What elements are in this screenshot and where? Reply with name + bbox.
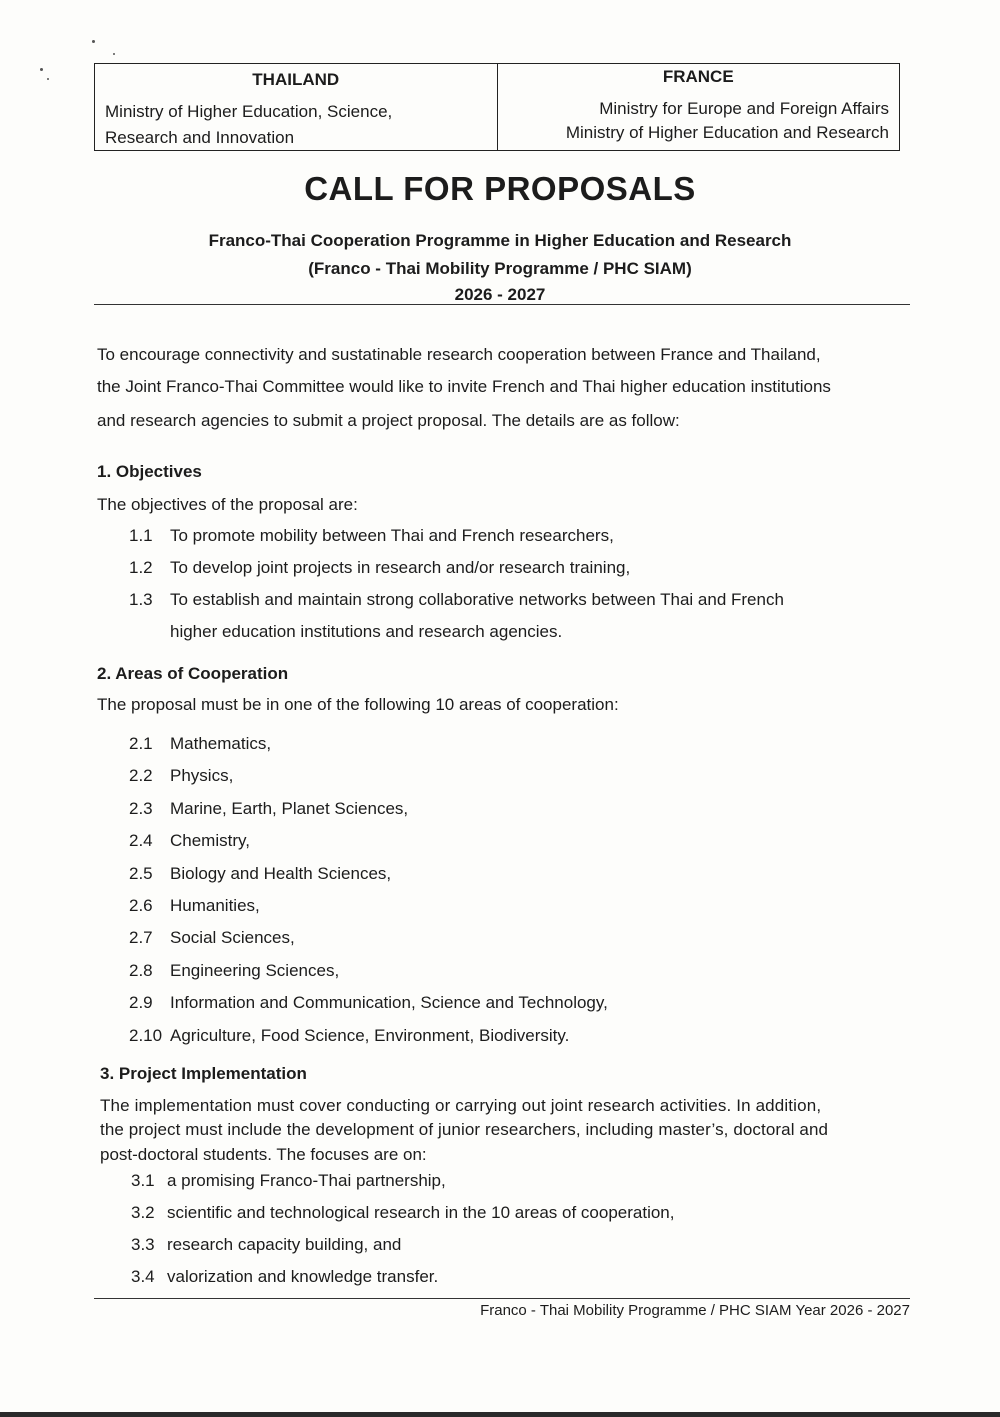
list-item-number: 2.3: [129, 799, 153, 818]
list-item-number: 2.2: [129, 766, 153, 785]
list-item-number: 2.7: [129, 928, 153, 947]
list-item: [129, 928, 295, 948]
section-1-heading: 1. Objectives: [97, 462, 202, 481]
thailand-country-label: THAILAND: [252, 70, 340, 89]
intro-line-1: To encourage connectivity and sustatinable research cooperation between France and Thailand,: [97, 345, 821, 364]
list-item-text: a promising Franco-Thai partnership,: [167, 1171, 446, 1190]
section-2-lead: The proposal must be in one of the following 10 areas of cooperation:: [97, 695, 619, 714]
list-item: [129, 961, 339, 981]
list-item: [129, 993, 608, 1013]
intro-line-2: the Joint Franco-Thai Committee would like to invite French and Thai higher education institutions: [97, 377, 831, 396]
subtitle-line-1: Franco-Thai Cooperation Programme in Higher Education and Research: [208, 231, 792, 250]
list-item-number: 2.1: [129, 734, 153, 753]
list-item-continuation: higher education institutions and research agencies.: [170, 622, 563, 641]
list-item-number: 2.10: [129, 1026, 163, 1045]
list-item-number: 3.1: [131, 1171, 155, 1190]
list-item-text: To promote mobility between Thai and French researchers,: [170, 526, 614, 545]
list-item-text: To establish and maintain strong collaborative networks between Thai and French: [170, 590, 784, 609]
list-item: [129, 558, 630, 578]
list-item: [129, 831, 250, 851]
list-item-text: Mathematics,: [170, 734, 272, 753]
france-ministry-line-1: Ministry for Europe and Foreign Affairs: [599, 99, 889, 118]
scan-speck: [113, 53, 115, 55]
ministries-header-table: [94, 63, 900, 151]
list-item-number: 3.2: [131, 1203, 155, 1222]
list-item: [131, 1267, 438, 1287]
list-item: [131, 1203, 674, 1223]
list-item-text: To develop joint projects in research and/or research training,: [170, 558, 631, 577]
list-item-text: Agriculture, Food Science, Environment, Biodiversity.: [170, 1026, 570, 1045]
list-item-number: 3.4: [131, 1267, 155, 1286]
list-item-number: 2.6: [129, 896, 153, 915]
list-item: [129, 590, 784, 610]
section-1-lead: The objectives of the proposal are:: [97, 495, 358, 514]
section-3-lead-line-2: the project must include the development of junior researchers, including master’s, doctoral and: [100, 1120, 829, 1139]
document-title: CALL FOR PROPOSALS: [304, 170, 696, 207]
list-item-number: 2.5: [129, 864, 153, 883]
section-3-lead-line-3: post-doctoral students. The focuses are on:: [100, 1145, 427, 1164]
list-item-text: Social Sciences,: [170, 928, 295, 947]
list-item: [129, 864, 391, 884]
footer-divider: [94, 1298, 910, 1299]
list-item-text: Marine, Earth, Planet Sciences,: [170, 799, 409, 818]
subtitle-line-2: (Franco - Thai Mobility Programme / PHC SIAM): [308, 259, 692, 278]
page-footer: Franco - Thai Mobility Programme / PHC SIAM Year 2026 - 2027: [480, 1302, 910, 1319]
list-item: [131, 1235, 401, 1255]
list-item-number: 1.2: [129, 558, 153, 577]
list-item-text: Chemistry,: [170, 831, 250, 850]
section-3-heading: 3. Project Implementation: [100, 1064, 307, 1083]
scan-bottom-edge: [0, 1412, 1000, 1417]
subtitle-year: 2026 - 2027: [454, 285, 546, 304]
thailand-ministry-line-1: Ministry of Higher Education, Science,: [105, 102, 393, 121]
list-item-number: 2.4: [129, 831, 153, 850]
list-item-number: 2.9: [129, 993, 153, 1012]
list-item: [129, 896, 260, 916]
list-item-number: 2.8: [129, 961, 153, 980]
list-item-text: Humanities,: [170, 896, 260, 915]
section-3-lead-line-1: The implementation must cover conducting or carrying out joint research activities. In addition,: [100, 1096, 822, 1115]
list-item: [129, 526, 614, 546]
section-2-heading: 2. Areas of Cooperation: [97, 664, 289, 683]
list-item: [129, 1026, 569, 1046]
list-item: [129, 799, 408, 819]
list-item-text: Physics,: [170, 766, 234, 785]
list-item-text: valorization and knowledge transfer.: [167, 1267, 439, 1286]
list-item-text: Biology and Health Sciences,: [170, 864, 392, 883]
list-item: [129, 734, 271, 754]
thailand-cell: [95, 64, 498, 150]
title-divider: [94, 304, 910, 305]
list-item-text: scientific and technological research in the 10 areas of cooperation,: [167, 1203, 675, 1222]
list-item-number: 1.1: [129, 526, 153, 545]
list-item-number: 1.3: [129, 590, 153, 609]
france-country-label: FRANCE: [662, 67, 734, 86]
list-item-number: 3.3: [131, 1235, 155, 1254]
intro-line-3: and research agencies to submit a project proposal. The details are as follow:: [97, 411, 680, 430]
france-ministry-line-2: Ministry of Higher Education and Research: [565, 123, 889, 142]
list-item-text: Information and Communication, Science and Technology,: [170, 993, 608, 1012]
thailand-ministry-line-2: Research and Innovation: [105, 128, 295, 147]
list-item: [131, 1171, 446, 1191]
list-item-text: Engineering Sciences,: [170, 961, 340, 980]
scan-speck: [92, 40, 95, 43]
scan-speck: [47, 78, 49, 80]
scan-speck: [40, 68, 43, 71]
list-item: [129, 766, 233, 786]
list-item-text: research capacity building, and: [167, 1235, 402, 1254]
france-cell: [498, 64, 900, 150]
